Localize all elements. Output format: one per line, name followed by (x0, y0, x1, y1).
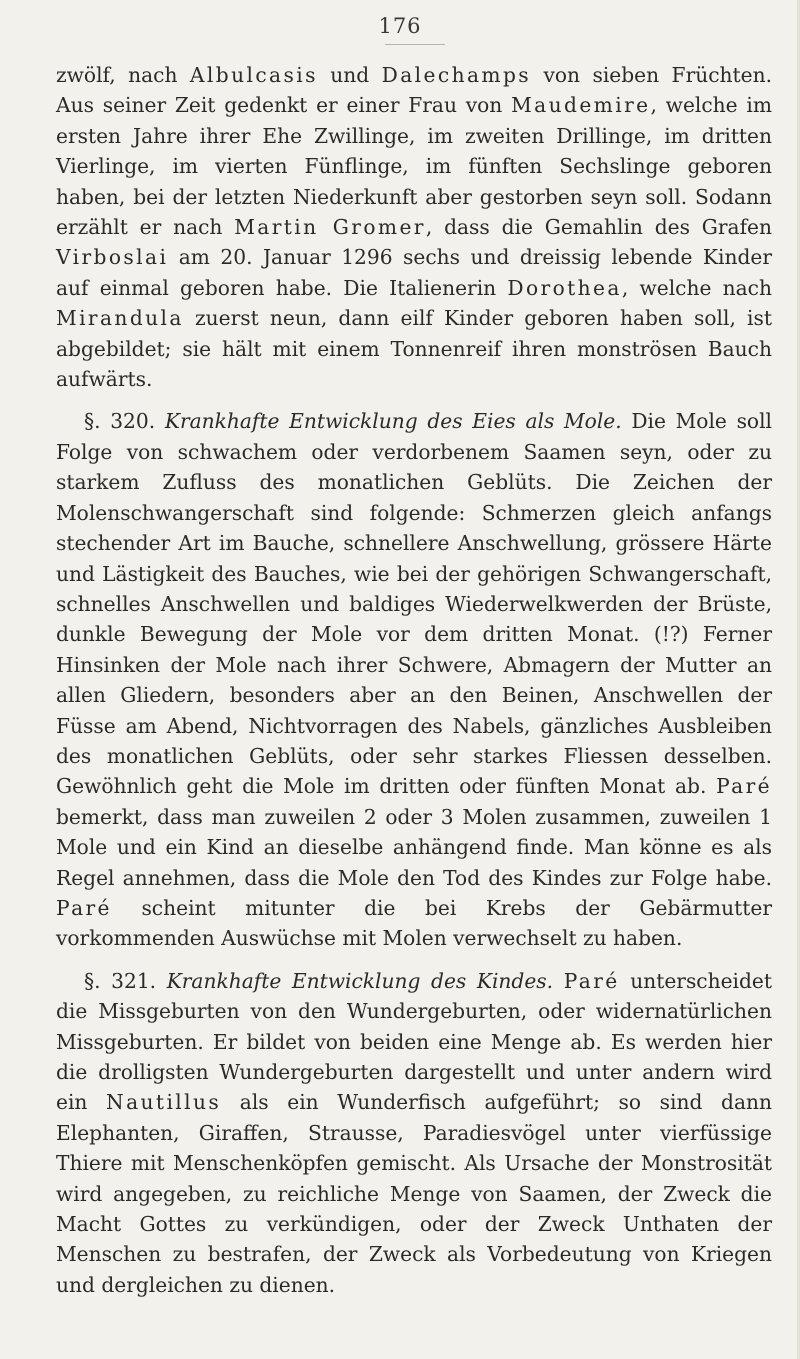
spaced-name: Paré (563, 968, 620, 993)
paragraph-section-321-child (56, 966, 772, 1300)
text-run: unterscheidet die Missgeburten von den Wundergeburten, oder widernatürlichen Missgeburten. Er bildet von beiden eine Menge ab. Es werden hier die drolligsten Wundergeburten dargestellt und unter andern wird ein (56, 968, 772, 1115)
text-run: Die Mole soll Folge von schwachem oder verdorbenem Saamen seyn, oder zu starkem Zufluss des monatlichen Geblüts. Die Zeichen der Molenschwangerschaft sind folgende: Schmerzen gleich anfangs stechender Art im Bauche, schnellere Anschwellung, grössere Härte und Lästigkeit des Bauches, wie bei der gehörigen Schwangerschaft, schnelles Anschwellen und baldiges Wiederwelkwerden der Brüste, dunkle Bewegung der Mole vor dem dritten Monat. (!?) Ferner Hinsinken der Mole nach ihrer Schwere, Abmagern der Mutter an allen Gliedern, besonders aber an den Beinen, Anschwellen der Füsse am Abend, Nichtvorragen des Nabels, gänzliches Ausbleiben des monatlichen Geblüts, oder sehr starkes Fliessen desselben. Gewöhnlich geht die Mole im dritten oder fünften Monat ab. (56, 409, 772, 799)
paragraph-multiple-births (56, 60, 772, 394)
spaced-name: Dalechamps (381, 63, 532, 87)
body-text (56, 60, 772, 1300)
spaced-name: Paré (56, 895, 112, 920)
text-run: zwölf, nach (56, 63, 190, 87)
page-number: 176 (378, 14, 422, 38)
section-heading: Krankhafte Entwicklung des Eies als Mole. (164, 409, 622, 434)
text-run: zuerst neun, dann eilf Kinder geboren haben soll, ist abgebildet; sie hält mit einem Tonnenreif ihren monströsen Bauch aufwärts. (56, 306, 772, 392)
text-run: scheint mitunter die bei Krebs der Gebärmutter vorkommenden Auswüchse mit Molen verwechselt zu haben. (56, 895, 772, 951)
text-run: , welche nach (621, 275, 772, 300)
text-run: am 20. Januar 1296 sechs und dreissig lebende Kinder auf einmal geboren habe. Die Italienerin (56, 245, 772, 300)
text-run: und (317, 63, 382, 87)
spaced-name: Mirandula (56, 306, 184, 331)
spaced-name: Nautillus (106, 1090, 222, 1115)
text-run: , dass die Gemahlin des Grafen (425, 215, 772, 240)
text-run: von sieben Früchten. Aus seiner Zeit gedenkt er einer Frau von (56, 63, 773, 118)
text-run: §. 320. (84, 409, 165, 434)
spaced-name: Albulcasis (189, 63, 318, 87)
spaced-name: Martin Gromer (234, 215, 426, 240)
text-run: als ein Wunderfisch aufgeführt; so sind dann Elephanten, Giraffen, Strausse, Paradiesvögel unter vierfüssige Thiere mit Menschenköpfen gemischt. Als Ursache der Monstrosität wird angegeben, zu reichliche Menge von Saamen, der Zweck die Macht Gottes zu verkündigen, oder der Zweck Unthaten der Menschen zu bestrafen, der Zweck als Vorbedeutung von Kriegen und dergleichen zu dienen. (56, 1090, 772, 1297)
text-run: , welche im ersten Jahre ihrer Ehe Zwillinge, im zweiten Drillinge, im dritten Vierlinge, im vierten Fünflinge, im fünften Sechslinge geboren haben, bei der letzten Niederkunft aber gestorben seyn soll. Sodann erzählt er nach (56, 93, 772, 240)
paragraph-section-320-mole (56, 406, 772, 953)
spaced-name: Virboslai (56, 245, 169, 270)
text-run (553, 969, 564, 993)
spaced-name: Paré (716, 774, 772, 799)
spaced-name: Dorothea (507, 275, 622, 300)
page-number-rule (385, 44, 445, 45)
text-run: bemerkt, dass man zuweilen 2 oder 3 Molen zusammen, zuweilen 1 Mole und ein Kind an dieselbe anhängend finde. Man könne es als Regel annehmen, dass die Mole den Tod des Kindes zur Folge habe. (56, 804, 772, 890)
section-heading: Krankhafte Entwicklung des Kindes. (166, 968, 554, 993)
spaced-name: Maudemire (511, 93, 651, 118)
text-run: §. 321. (84, 968, 167, 993)
